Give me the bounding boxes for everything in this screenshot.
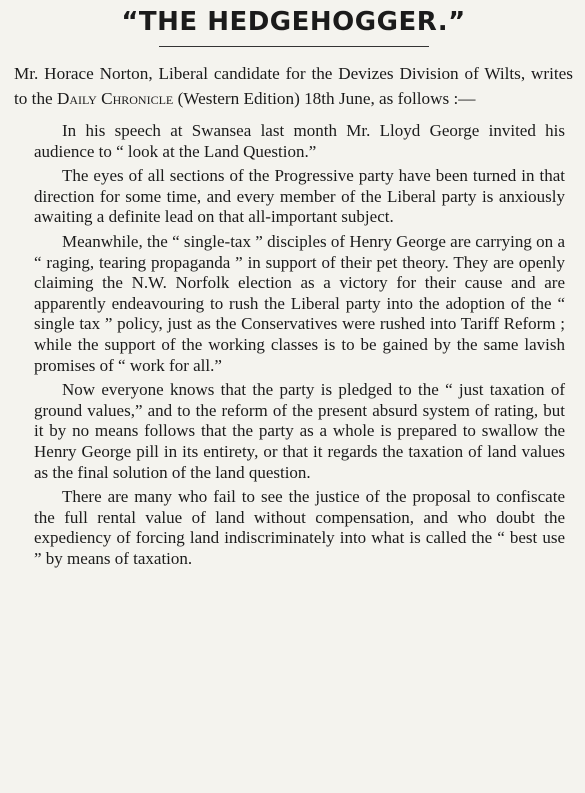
intro-text-2: (Western Edition) 18th June, as follows :— [173, 89, 476, 108]
letter-paragraph-2: The eyes of all sections of the Progressive party have been turned in that direction for some time, and every member of the Liberal party is anxiously awaiting a definite lead on that all-important subject. [34, 166, 565, 227]
intro-text-1: Mr. Horace Norton, Liberal candidate for the Devizes Division of Wilts, writes to the [14, 64, 573, 108]
title-rule [159, 46, 429, 47]
letter-paragraph-3: Meanwhile, the “ single-tax ” disciples of Henry George are carrying on a “ raging, tearing propaganda ” in support of their pet theory. They are openly claiming the N.W. Norfolk election as a victory for their cause and are apparently endeavouring to rush the Liberal party into the adoption of the “ single tax ” policy, just as the Conservatives were rushed into Tariff Reform ; while the support of the working classes is to be gained by the same lavish promises of “ work for all.” [34, 231, 565, 375]
quoted-letter [12, 121, 575, 569]
letter-paragraph-5: There are many who fail to see the justice of the proposal to confiscate the full rental value of land without compensation, and who doubt the expediency of forcing land indiscriminately into what is called the “ best use ” by means of taxation. [34, 487, 565, 568]
article-title: “THE HEDGEHOGGER.” [121, 7, 466, 37]
letter-paragraph-1: In his speech at Swansea last month Mr. Lloyd George invited his audience to “ look at the Land Question.” [34, 121, 565, 161]
newspaper-name: Daily Chronicle [56, 89, 174, 108]
article-intro [12, 61, 575, 111]
letter-paragraph-4: Now everyone knows that the party is pledged to the “ just taxation of ground values,” and to the reform of the present absurd system of rating, but it by no means follows that the party as a whole is prepared to swallow the Henry George pill in its entirety, or that it regards the taxation of land values as the final solution of the land question. [34, 380, 565, 482]
